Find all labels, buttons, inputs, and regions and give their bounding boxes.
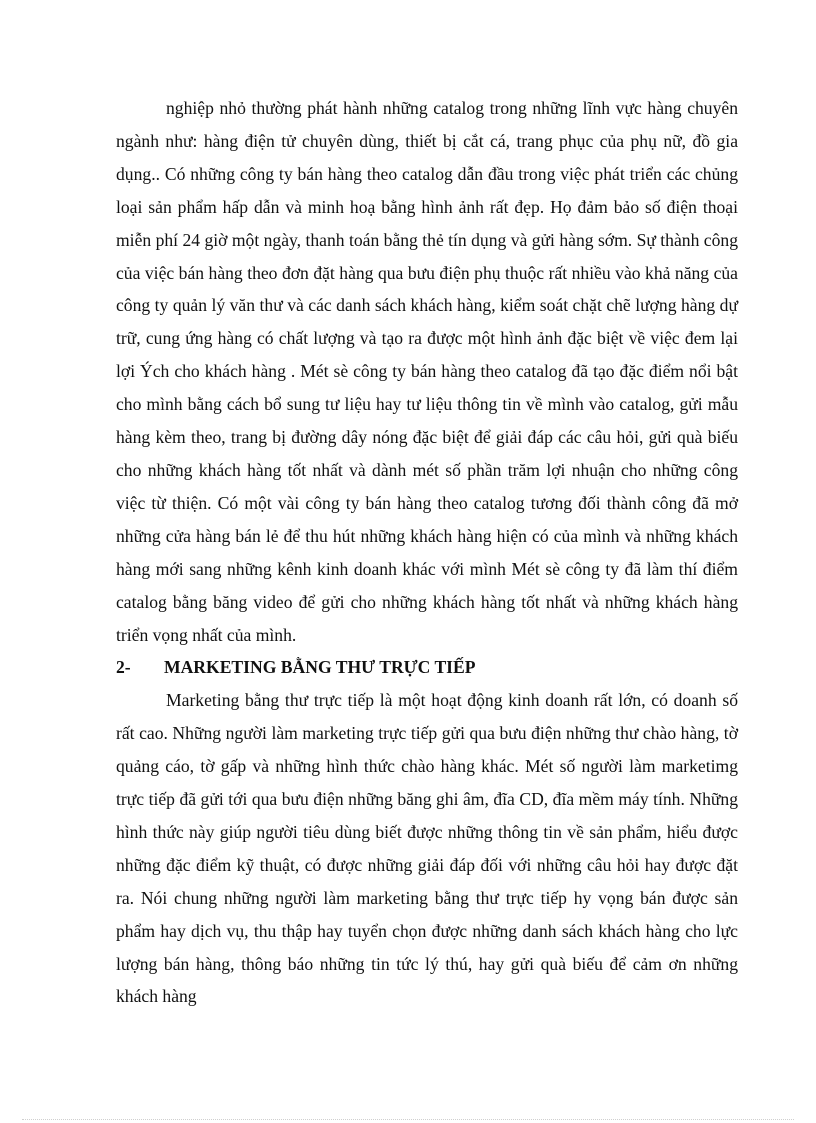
section-heading — [116, 651, 738, 684]
document-page — [116, 92, 738, 1013]
section-title: MARKETING BẰNG THƯ TRỰC TIẾP — [164, 657, 476, 678]
section-number: 2- — [116, 657, 131, 678]
page-bottom-divider — [22, 1119, 794, 1120]
body-text — [116, 92, 738, 1013]
paragraph-direct-mail: Marketing bằng thư trực tiếp là một hoạt động kinh doanh rất lớn, có doanh số rất cao. Những người làm marketing trực tiếp gửi qua bưu điện những thư chào hàng, tờ quảng cáo, tờ gấp và những hình thức chào hàng khác. Mét số người làm marketimg trực tiếp đã gửi tới qua bưu điện những băng ghi âm, đĩa CD, đĩa mềm máy tính. Những hình thức này giúp người tiêu dùng biết được những thông tin về sản phẩm, hiểu được những đặc điểm kỹ thuật, có được những giải đáp đối với những câu hỏi hay được đặt ra. Nói chung những người làm marketing bằng thư trực tiếp hy vọng bán được sản phẩm hay dịch vụ, thu thập hay tuyển chọn được những danh sách khách hàng cho lực lượng bán hàng, thông báo những tin tức lý thú, hay gửi quà biếu để cảm ơn những khách hàng — [116, 690, 738, 1007]
paragraph-catalog: nghiệp nhỏ thường phát hành những catalog trong những lĩnh vực hàng chuyên ngành như: hàng điện tử chuyên dùng, thiết bị cắt cá, trang phục của phụ nữ, đồ gia dụng.. Có những công ty bán hàng theo catalog dẫn đầu trong việc phát triển các chủng loại sản phẩm hấp dẫn và minh hoạ bằng hình ảnh rất đẹp. Họ đảm bảo số điện thoại miễn phí 24 giờ một ngày, thanh toán bằng thẻ tín dụng và gửi hàng sớm. Sự thành công của việc bán hàng theo đơn đặt hàng qua bưu điện phụ thuộc rất nhiều vào khả năng của công ty quản lý văn thư và các danh sách khách hàng, kiểm soát chặt chẽ lượng hàng dự trữ, cung ứng hàng có chất lượng và tạo ra được một hình ảnh đặc biệt về việc đem lại lợi Ých cho khách hàng . Mét sè công ty bán hàng theo catalog đã tạo đặc điểm nổi bật cho mình bằng cách bổ sung tư liệu hay tư liệu thông tin về mình vào catalog, gửi mẫu hàng kèm theo, trang bị đường dây nóng đặc biệt để giải đáp các câu hỏi, gửi quà biếu cho những khách hàng tốt nhất và dành mét số phần trăm lợi nhuận cho những công việc từ thiện. Có một vài công ty bán hàng theo catalog tương đối thành công đã mở những cửa hàng bán lẻ để thu hút những khách hàng hiện có của mình và những khách hàng mới sang những kênh kinh doanh khác với mình Mét sè công ty đã làm thí điểm catalog bằng băng video để gửi cho những khách hàng tốt nhất và những khách hàng triển vọng nhất của mình. — [116, 98, 738, 645]
